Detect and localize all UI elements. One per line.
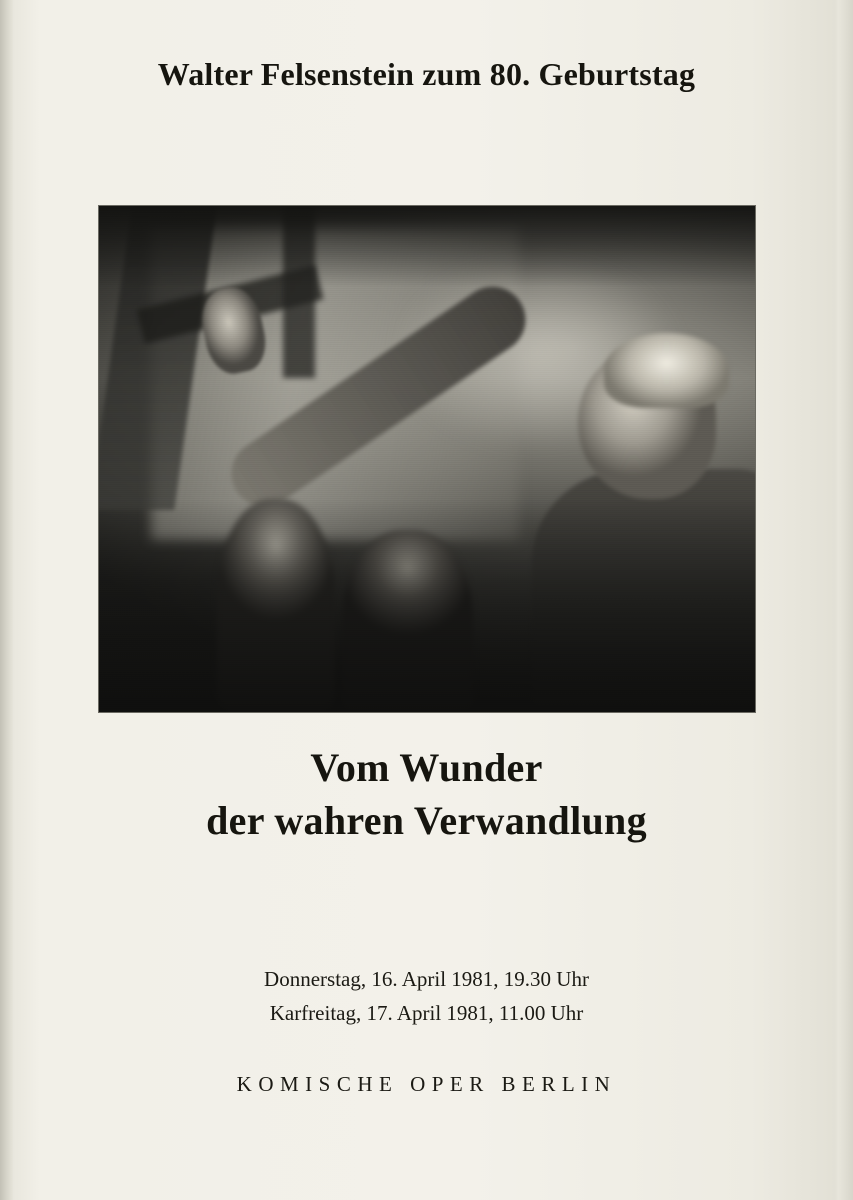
- program-title-line-1: Vom Wunder: [310, 745, 543, 790]
- photo-halftone-grain: [99, 206, 755, 712]
- program-title-line-2: der wahren Verwandlung: [206, 797, 647, 843]
- cover-photograph: [99, 206, 755, 712]
- performance-date-2: Karfreitag, 17. April 1981, 11.00 Uhr: [269, 1001, 584, 1026]
- page-headline: Walter Felsenstein zum 80. Geburtstag: [157, 56, 696, 92]
- program-title: [0, 742, 853, 848]
- performance-date-1: Donnerstag, 16. April 1981, 19.30 Uhr: [264, 967, 589, 991]
- opera-house-name: KOMISCHE OPER BERLIN: [236, 1072, 617, 1096]
- performance-dates: [0, 962, 853, 1030]
